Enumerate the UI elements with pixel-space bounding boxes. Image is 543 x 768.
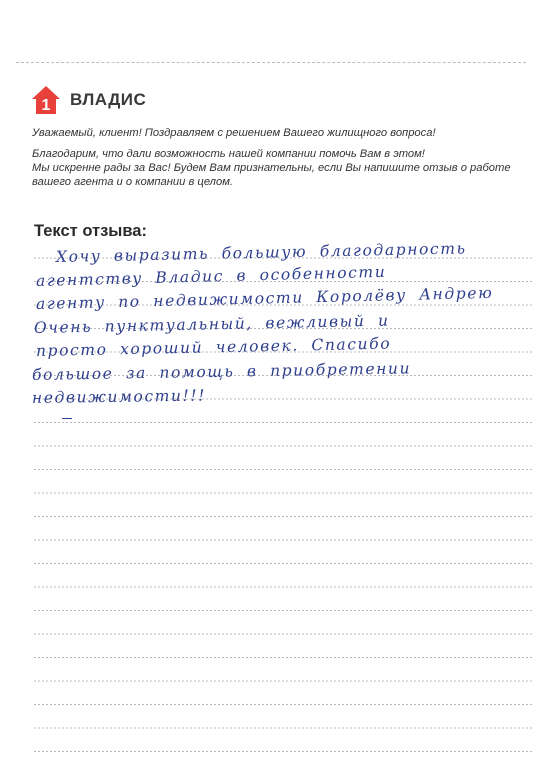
greeting-text: Уважаемый, клиент! Поздравляем с решением Вашего жилищного вопроса! [32, 127, 436, 139]
brand-name: ВЛАДИС [70, 90, 147, 109]
brand-header [30, 84, 146, 116]
handwritten-review [31, 239, 541, 411]
cut-line-divider [16, 62, 526, 63]
intro-paragraph: Благодарим, что дали возможность нашей компании помочь Вам в этом! Мы искренне рады за Вас! Будем Вам признательны, если Вы напишите отзыв о работе вашего агента и о компании в целом. [32, 148, 511, 188]
handwritten-line: недвижимости!!! [31, 386, 207, 407]
house-with-number-icon [30, 84, 62, 116]
svg-text:1: 1 [41, 97, 51, 114]
review-heading: Текст отзыва: [34, 222, 147, 240]
handwritten-line: Очень пунктуальный, вежливый и [33, 311, 390, 337]
handwritten-line: большое за помощь в приобретении [31, 358, 412, 384]
intro-text [32, 126, 512, 196]
handwritten-line: агенту по недвижимости Королёву Андрею [35, 283, 494, 313]
handwritten-line: просто хороший человек. Спасибо [35, 334, 392, 360]
handwritten-line: агентству Владис в особенности [35, 262, 387, 290]
pen-stroke-mark [62, 418, 72, 419]
handwritten-line: Хочу выразить большую благодарность [55, 239, 467, 266]
